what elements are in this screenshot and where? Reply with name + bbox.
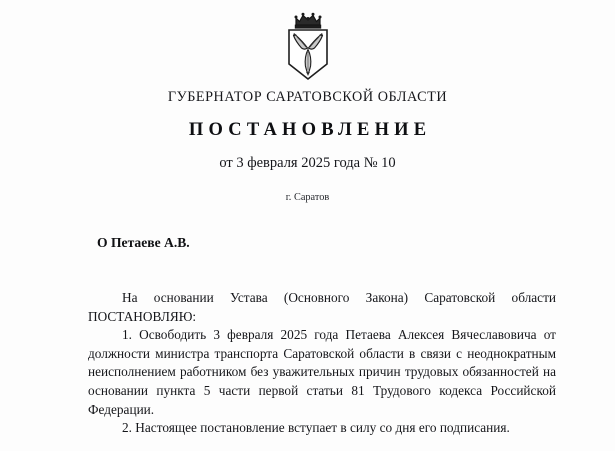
document-title: ПОСТАНОВЛЕНИЕ	[188, 120, 432, 140]
preamble-paragraph: На основании Устава (Основного Закона) Саратовской области ПОСТАНОВЛЯЮ:	[88, 290, 556, 324]
document-city: г. Саратов	[285, 192, 330, 203]
organization-line: ГУБЕРНАТОР САРАТОВСКОЙ ОБЛАСТИ	[167, 89, 448, 105]
saratov-oblast-coat-of-arms-icon	[279, 8, 337, 84]
clause-paragraph-1: 1. Освободить 3 февраля 2025 года Петаева Алексея Вячеславовича от должности министра транспорта Саратовской области в связи с неоднократным неисполнением работником без уважительных причин трудовых обязанностей на основании пункта 5 части первой статьи 81 Трудового кодекса Российской Федерации.	[88, 327, 556, 417]
clause-paragraph-2: 2. Настоящее постановление вступает в силу со дня его подписания.	[122, 420, 510, 436]
document-body	[88, 289, 556, 438]
document-subject: О Петаеве А.В.	[97, 235, 190, 250]
coat-of-arms-container	[0, 8, 615, 84]
document-date-number: от 3 февраля 2025 года № 10	[219, 155, 396, 171]
